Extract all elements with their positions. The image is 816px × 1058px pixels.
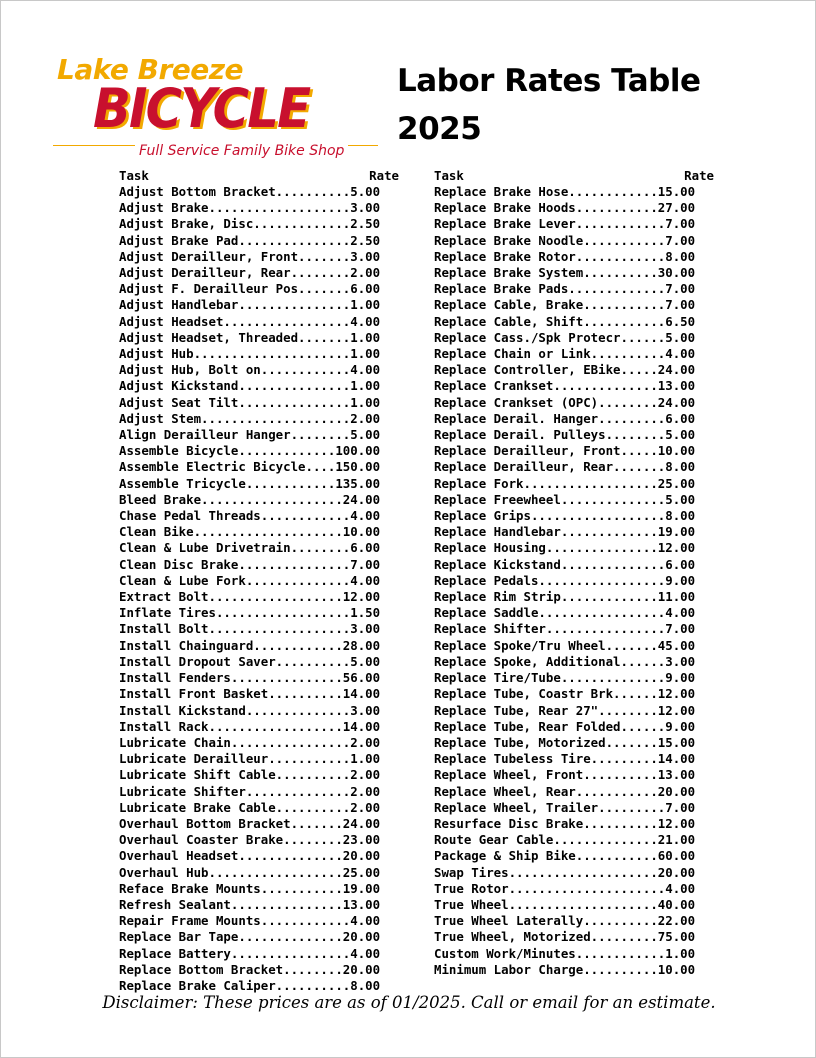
rate-row: Minimum Labor Charge..........10.00 <box>434 961 696 977</box>
rate-row: Replace Brake Noodle...........7.00 <box>434 232 696 248</box>
rate-row: Install Kickstand..............3.00 <box>119 702 381 718</box>
rate-row: Adjust F. Derailleur Pos.......6.00 <box>119 281 381 297</box>
rate-row: Replace Handlebar.............19.00 <box>434 524 696 540</box>
rate-row: Replace Bottom Bracket........20.00 <box>119 961 381 977</box>
rate-row: Adjust Derailleur, Front.......3.00 <box>119 248 381 264</box>
rate-row: Replace Tube, Coastr Brk......12.00 <box>434 686 696 702</box>
rate-row: Replace Bar Tape..............20.00 <box>119 929 381 945</box>
rate-row: Replace Crankset (OPC)........24.00 <box>434 394 696 410</box>
rate-row: Replace Derail. Hanger.........6.00 <box>434 410 696 426</box>
rate-row: Clean & Lube Drivetrain........6.00 <box>119 540 381 556</box>
rate-row: Adjust Derailleur, Rear........2.00 <box>119 265 381 281</box>
rate-row: Package & Ship Bike...........60.00 <box>434 848 696 864</box>
logo-lake-breeze-text: Lake Breeze <box>57 53 244 86</box>
rate-row: Replace Freewheel..............5.00 <box>434 491 696 507</box>
rate-row: Install Dropout Saver..........5.00 <box>119 653 381 669</box>
rate-row: Adjust Stem....................2.00 <box>119 410 381 426</box>
header-task: Task <box>119 168 149 183</box>
rate-row: Replace Tube, Rear Folded......9.00 <box>434 718 696 734</box>
rate-row: Replace Pedals.................9.00 <box>434 572 696 588</box>
rate-row: Replace Brake Rotor............8.00 <box>434 248 696 264</box>
logo-bicycle-text: BICYCLE <box>93 77 310 140</box>
rate-row: Adjust Seat Tilt...............1.00 <box>119 394 381 410</box>
rate-row: Replace Crankset..............13.00 <box>434 378 696 394</box>
rate-row: Replace Saddle.................4.00 <box>434 605 696 621</box>
rate-row: Replace Derail. Pulleys........5.00 <box>434 427 696 443</box>
rate-row: Replace Brake Caliper..........8.00 <box>119 977 381 993</box>
rate-row: True Rotor.....................4.00 <box>434 880 696 896</box>
rate-row: Replace Brake Hoods...........27.00 <box>434 200 696 216</box>
rate-row: Custom Work/Minutes............1.00 <box>434 945 696 961</box>
rate-row: Replace Tube, Rear 27"........12.00 <box>434 702 696 718</box>
rate-row: True Wheel, Motorized.........75.00 <box>434 929 696 945</box>
rate-row: Replace Brake Pads.............7.00 <box>434 281 696 297</box>
rate-row: Replace Rim Strip.............11.00 <box>434 589 696 605</box>
rate-row: True Wheel....................40.00 <box>434 896 696 912</box>
rate-row: Replace Spoke, Additional......3.00 <box>434 653 696 669</box>
rate-row: Replace Wheel, Trailer.........7.00 <box>434 799 696 815</box>
rate-row: Adjust Kickstand...............1.00 <box>119 378 381 394</box>
rate-row: Swap Tires....................20.00 <box>434 864 696 880</box>
rate-row: Adjust Bottom Bracket..........5.00 <box>119 184 381 199</box>
rate-row: Align Derailleur Hanger........5.00 <box>119 427 381 443</box>
rate-row: Adjust Hub, Bolt on............4.00 <box>119 362 381 378</box>
rate-row: Clean Disc Brake...............7.00 <box>119 556 381 572</box>
rate-row: Clean Bike....................10.00 <box>119 524 381 540</box>
rate-row: Adjust Headset.................4.00 <box>119 313 381 329</box>
rate-row: Assemble Bicycle.............100.00 <box>119 443 381 459</box>
rate-rows <box>119 184 419 994</box>
rate-row: Clean & Lube Fork..............4.00 <box>119 572 381 588</box>
rate-row: Install Front Basket..........14.00 <box>119 686 381 702</box>
rate-rows <box>434 184 734 978</box>
rate-row: Install Rack..................14.00 <box>119 718 381 734</box>
title-line-2: 2025 <box>397 111 482 147</box>
rates-column-right <box>434 168 734 978</box>
rate-row: Reface Brake Mounts...........19.00 <box>119 880 381 896</box>
rate-row: Chase Pedal Threads............4.00 <box>119 508 381 524</box>
rate-row: Overhaul Hub..................25.00 <box>119 864 381 880</box>
column-header <box>119 168 419 184</box>
rate-row: Replace Shifter................7.00 <box>434 621 696 637</box>
rate-row: Replace Controller, EBike.....24.00 <box>434 362 696 378</box>
rate-row: Repair Frame Mounts............4.00 <box>119 913 381 929</box>
rate-row: Replace Tire/Tube..............9.00 <box>434 670 696 686</box>
rate-row: Replace Wheel, Front..........13.00 <box>434 767 696 783</box>
header-rate: Rate <box>684 168 714 183</box>
rate-row: Lubricate Brake Cable..........2.00 <box>119 799 381 815</box>
rate-row: Replace Brake Lever............7.00 <box>434 216 696 232</box>
rate-row: Install Bolt...................3.00 <box>119 621 381 637</box>
header-rate: Rate <box>369 168 399 183</box>
rate-row: Replace Chain or Link..........4.00 <box>434 346 696 362</box>
rate-row: Replace Housing...............12.00 <box>434 540 696 556</box>
disclaimer-text: Disclaimer: These prices are as of 01/2025. Call or email for an estimate. <box>102 993 716 1012</box>
rate-row: Overhaul Bottom Bracket.......24.00 <box>119 815 381 831</box>
rate-row: Lubricate Shift Cable..........2.00 <box>119 767 381 783</box>
rate-row: Replace Cass./Spk Protecr......5.00 <box>434 329 696 345</box>
rate-row: Adjust Brake, Disc.............2.50 <box>119 216 381 232</box>
rate-row: Adjust Brake...................3.00 <box>119 200 381 216</box>
rate-row: Replace Fork..................25.00 <box>434 475 696 491</box>
rate-row: Assemble Tricycle............135.00 <box>119 475 381 491</box>
logo-tagline: Full Service Family Bike Shop <box>135 143 348 159</box>
rate-row: Install Chainguard............28.00 <box>119 637 381 653</box>
rate-row: Adjust Brake Pad...............2.50 <box>119 232 381 248</box>
rate-row: Refresh Sealant...............13.00 <box>119 896 381 912</box>
rate-row: Inflate Tires..................1.50 <box>119 605 381 621</box>
rate-row: Adjust Handlebar...............1.00 <box>119 297 381 313</box>
rate-row: Replace Battery................4.00 <box>119 945 381 961</box>
rate-row: Replace Tubeless Tire.........14.00 <box>434 751 696 767</box>
rate-row: Replace Kickstand..............6.00 <box>434 556 696 572</box>
rate-row: Extract Bolt..................12.00 <box>119 589 381 605</box>
title-line-1: Labor Rates Table <box>397 63 701 99</box>
rate-row: Replace Spoke/Tru Wheel.......45.00 <box>434 637 696 653</box>
rate-row: Assemble Electric Bicycle....150.00 <box>119 459 381 475</box>
rate-row: Lubricate Derailleur...........1.00 <box>119 751 381 767</box>
rate-row: Replace Brake System..........30.00 <box>434 265 696 281</box>
rate-row: Replace Cable, Brake...........7.00 <box>434 297 696 313</box>
rates-column-left <box>119 168 419 994</box>
rate-row: Replace Cable, Shift...........6.50 <box>434 313 696 329</box>
rate-row: Resurface Disc Brake..........12.00 <box>434 815 696 831</box>
rate-row: Overhaul Headset..............20.00 <box>119 848 381 864</box>
shop-logo <box>53 53 383 163</box>
rate-row: Install Fenders...............56.00 <box>119 670 381 686</box>
rate-row: Lubricate Shifter..............2.00 <box>119 783 381 799</box>
rate-row: Lubricate Chain................2.00 <box>119 734 381 750</box>
rate-row: Replace Tube, Motorized.......15.00 <box>434 734 696 750</box>
header-task: Task <box>434 168 464 183</box>
rate-row: Replace Derailleur, Front.....10.00 <box>434 443 696 459</box>
rate-row: Replace Derailleur, Rear.......8.00 <box>434 459 696 475</box>
page-title <box>397 57 701 153</box>
rate-row: Replace Wheel, Rear...........20.00 <box>434 783 696 799</box>
rate-row: Route Gear Cable..............21.00 <box>434 832 696 848</box>
rate-row: Replace Grips..................8.00 <box>434 508 696 524</box>
rate-row: Adjust Headset, Threaded.......1.00 <box>119 329 381 345</box>
rate-row: Overhaul Coaster Brake........23.00 <box>119 832 381 848</box>
column-header <box>434 168 734 184</box>
rate-row: Bleed Brake...................24.00 <box>119 491 381 507</box>
rate-row: Replace Brake Hose............15.00 <box>434 184 696 199</box>
rate-row: Adjust Hub.....................1.00 <box>119 346 381 362</box>
rate-row: True Wheel Laterally..........22.00 <box>434 913 696 929</box>
